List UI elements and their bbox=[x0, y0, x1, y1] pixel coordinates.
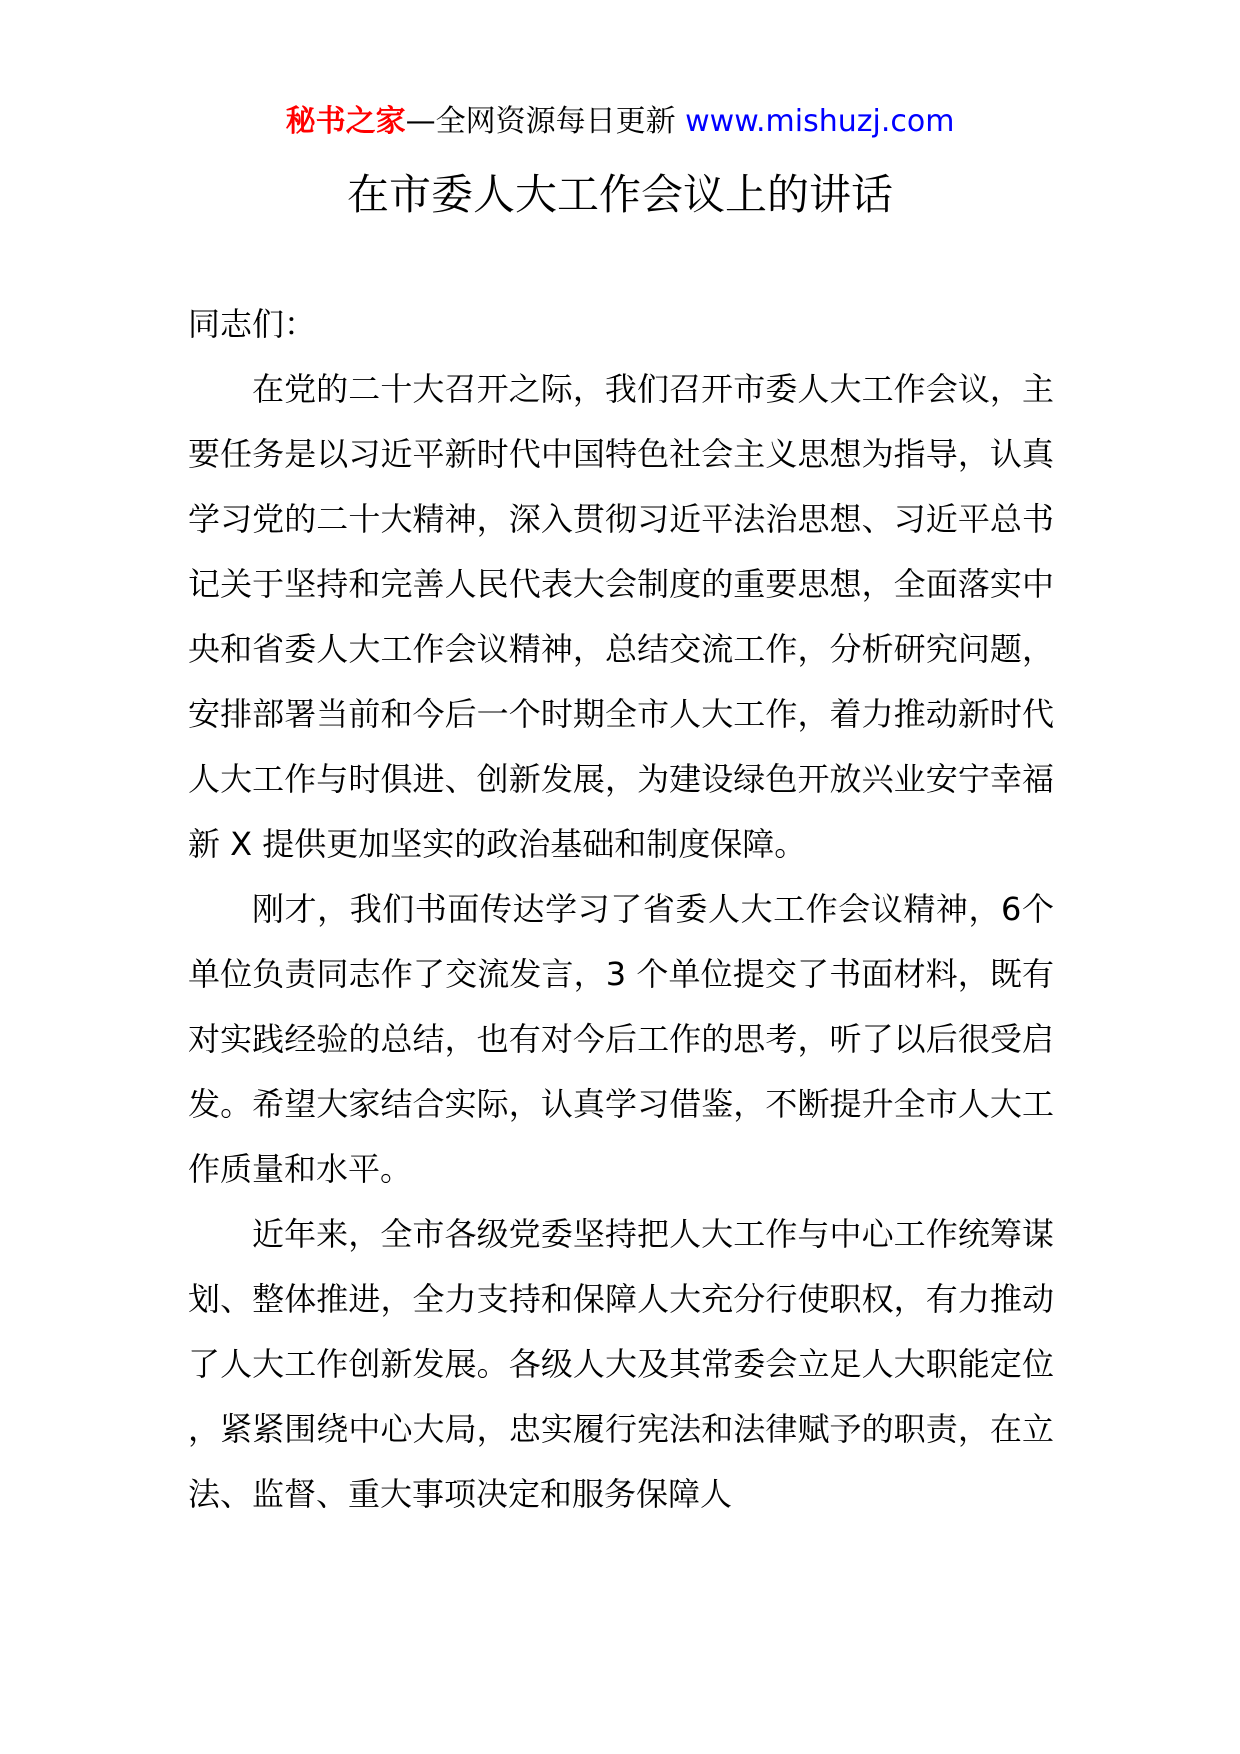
site-brand: 秘书之家 bbox=[285, 104, 406, 139]
salutation: 同志们： bbox=[188, 305, 317, 343]
document-title: 在市委人大工作会议上的讲话 bbox=[346, 170, 893, 219]
site-tagline: —全网资源每日更新 bbox=[405, 104, 686, 139]
paragraph-1: 在党的二十大召开之际，我们召开市委人大工作会议，主要任务是以习近平新时代中国特色社会主义思想为指导，认真学习党的二十大精神，深入贯彻习近平法治思想、习近平总书记关于坚持和完善人民代表大会制度的重要思想，全面落实中央和省委人大工作会议精神，总结交流工作，分析研究问题，安排部署当前和今后一个时期全市人大工作，着力推动新时代人大工作与时俱进、创新发展，为建设绿色开放兴业安宁幸福新 X 提供更加坚实的政治基础和制度保障。 bbox=[188, 370, 1054, 863]
paragraph-3: 近年来，全市各级党委坚持把人大工作与中心工作统筹谋划、整体推进，全力支持和保障人大充分行使职权，有力推动了人大工作创新发展。各级人大及其常委会立足人大职能定位，紧紧围绕中心大局，忠实履行宪法和法律赋予的职责，在立法、监督、重大事项决定和服务保障人 bbox=[188, 1215, 1054, 1513]
site-url-link[interactable]: www.mishuzj.com bbox=[685, 104, 955, 139]
paragraph-2: 刚才，我们书面传达学习了省委人大工作会议精神，6个单位负责同志作了交流发言，3 个单位提交了书面材料，既有对实践经验的总结，也有对今后工作的思考，听了以后很受启发。希望大家结合实际，认真学习借鉴，不断提升全市人大工作质量和水平。 bbox=[188, 890, 1054, 1188]
document-body bbox=[188, 292, 1054, 1527]
site-header bbox=[0, 100, 1240, 144]
